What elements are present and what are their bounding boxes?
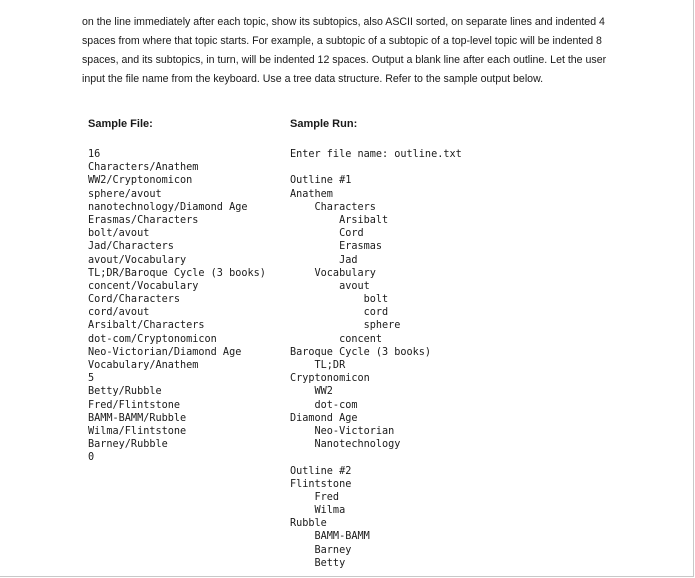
output-line: Anathem bbox=[290, 188, 333, 200]
instructions-text: on the line immediately after each topic, show its subtopics, also ASCII sorted, on separate lines and indented 4 spaces from where that topic starts. For example, a subtopic of a subtopic of a top-level topic will be indented 8 spaces, and its subtopics, in turn, will be indented 12 spaces. Output a blank line after each outline. Let the user input the file name from the keyboard. Use a tree data structure. Refer to the sample output below. bbox=[82, 16, 607, 85]
output-line: Jad bbox=[290, 254, 358, 266]
file-line: Arsibalt/Characters bbox=[88, 320, 205, 332]
output-line: Arsibalt bbox=[290, 214, 389, 226]
output-line: Outline #1 bbox=[290, 175, 352, 187]
output-line: Baroque Cycle (3 books) bbox=[290, 346, 432, 358]
output-line bbox=[290, 451, 462, 464]
output-line: Cord bbox=[290, 228, 364, 240]
output-line: Fred bbox=[290, 491, 340, 503]
sample-run-listing bbox=[290, 148, 462, 570]
output-line: Neo-Victorian bbox=[290, 425, 395, 437]
output-line bbox=[290, 161, 462, 174]
output-line: avout bbox=[290, 280, 370, 292]
file-line: Neo-Victorian/Diamond Age bbox=[88, 346, 242, 358]
output-line: cord bbox=[290, 307, 389, 319]
output-line: Nanotechnology bbox=[290, 439, 401, 451]
file-line: BAMM-BAMM/Rubble bbox=[88, 412, 187, 424]
file-line: cord/avout bbox=[88, 307, 150, 319]
output-line: Erasmas bbox=[290, 241, 383, 253]
file-line: Wilma/Flintstone bbox=[88, 425, 187, 437]
output-line: Barney bbox=[290, 544, 352, 556]
instructions-paragraph bbox=[82, 13, 612, 89]
sample-run-heading: Sample Run: bbox=[290, 118, 358, 130]
output-line: Outline #2 bbox=[290, 465, 352, 477]
output-line: Enter file name: outline.txt bbox=[290, 149, 462, 160]
file-line: 5 bbox=[88, 373, 95, 385]
file-line: Fred/Flintstone bbox=[88, 399, 181, 411]
sample-file-heading: Sample File: bbox=[88, 118, 153, 130]
output-line: Betty bbox=[290, 557, 346, 569]
file-line: TL;DR/Baroque Cycle (3 books) bbox=[88, 267, 266, 279]
file-line: concent/Vocabulary bbox=[88, 280, 199, 292]
file-line: Jad/Characters bbox=[88, 241, 174, 253]
output-line: WW2 bbox=[290, 386, 333, 398]
output-line: Rubble bbox=[290, 518, 327, 530]
file-line: bolt/avout bbox=[88, 228, 150, 240]
file-line: Erasmas/Characters bbox=[88, 214, 199, 226]
file-line: Cord/Characters bbox=[88, 294, 181, 306]
output-line: concent bbox=[290, 333, 383, 345]
file-line: dot-com/Cryptonomicon bbox=[88, 333, 217, 345]
file-line: 0 bbox=[88, 452, 95, 464]
file-line: Vocabulary/Anathem bbox=[88, 360, 199, 371]
file-line: Betty/Rubble bbox=[88, 386, 162, 398]
file-line: WW2/Cryptonomicon bbox=[88, 175, 193, 187]
file-line: Characters/Anathem bbox=[88, 162, 199, 174]
sample-file-listing bbox=[88, 148, 266, 465]
output-line: Wilma bbox=[290, 505, 346, 517]
file-line: Barney/Rubble bbox=[88, 439, 168, 451]
output-line: Cryptonomicon bbox=[290, 373, 370, 385]
output-line: Characters bbox=[290, 201, 376, 213]
file-line: sphere/avout bbox=[88, 188, 162, 200]
output-line: Vocabulary bbox=[290, 267, 376, 279]
output-line: bolt bbox=[290, 294, 389, 306]
output-line: dot-com bbox=[290, 399, 358, 411]
file-line: 16 bbox=[88, 149, 101, 160]
output-line: Flintstone bbox=[290, 478, 352, 490]
file-line: avout/Vocabulary bbox=[88, 254, 187, 266]
output-line: Diamond Age bbox=[290, 412, 358, 424]
file-line: nanotechnology/Diamond Age bbox=[88, 201, 248, 213]
output-line: TL;DR bbox=[290, 360, 346, 371]
output-line: sphere bbox=[290, 320, 401, 332]
output-line: BAMM-BAMM bbox=[290, 531, 370, 543]
